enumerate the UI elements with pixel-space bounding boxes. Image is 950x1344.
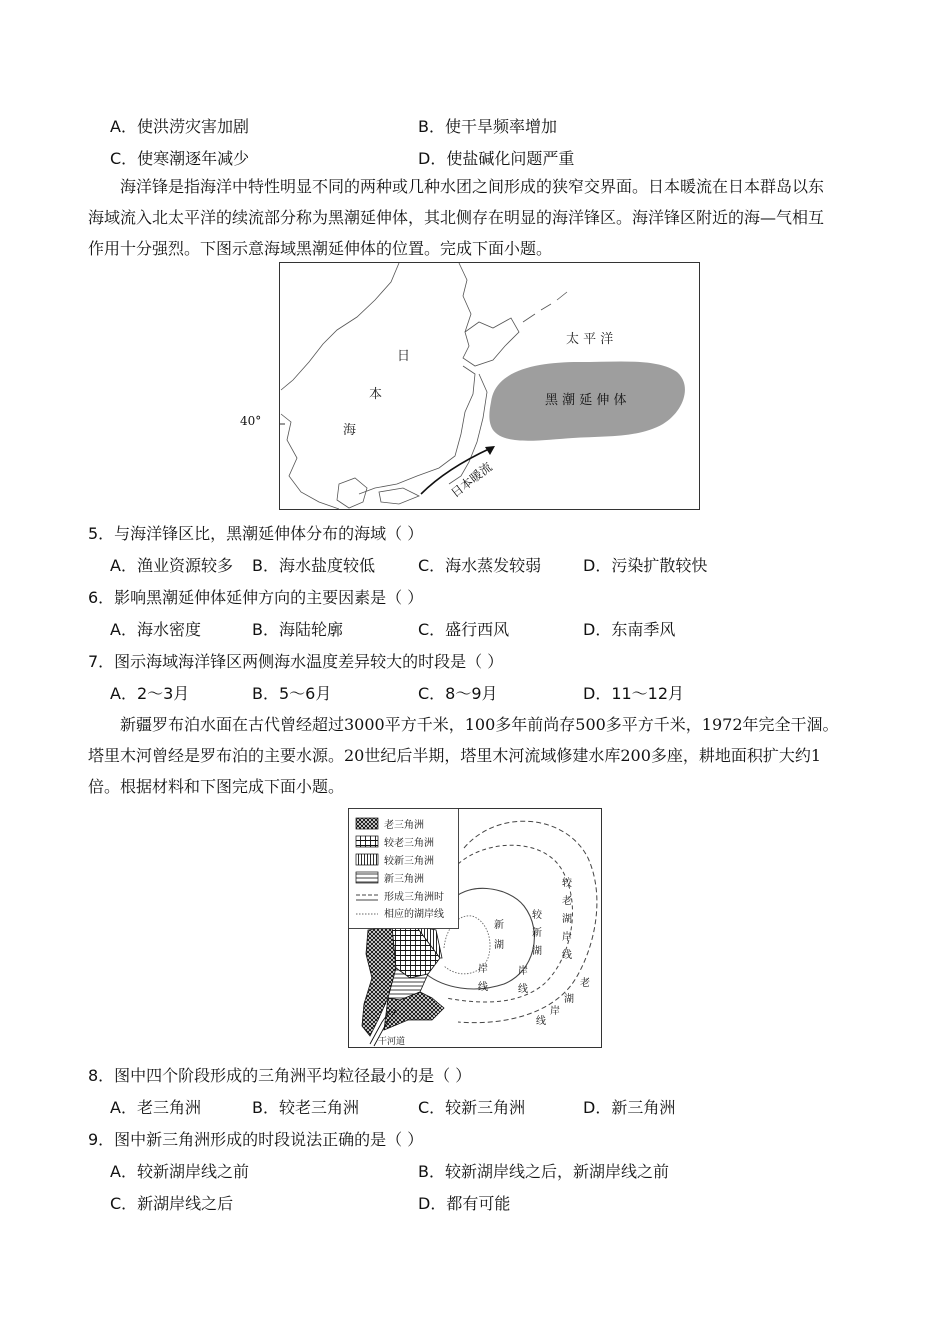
- passage-ocean-front: [88, 171, 858, 264]
- delta-map: [348, 808, 602, 1048]
- passage-line: 海域流入北太平洋的续流部分称为黑潮延伸体，其北侧存在明显的海洋锋区。海洋锋区附近的海—气相互: [88, 208, 825, 227]
- q6-option-c: C．盛行西风: [418, 620, 510, 639]
- old-shore-char: 老: [580, 978, 590, 989]
- passage-line: 海洋锋是指海洋中特性明显不同的两种或几种水团之间形成的狭窄交界面。日本暖流在日本群岛以东: [120, 177, 825, 196]
- q7-option-d: D．11～12月: [583, 684, 685, 703]
- older-shore-char: 岸: [562, 932, 572, 943]
- q9-option-d: D．都有可能: [418, 1194, 511, 1213]
- q5-option-c: C．海水蒸发较弱: [418, 556, 542, 575]
- newer-shore-char: 湖: [532, 946, 542, 957]
- river-label: 干河道: [378, 1037, 406, 1047]
- legend-new: 新三角洲: [384, 874, 424, 885]
- older-shore-char: 老: [562, 896, 572, 907]
- newer-shore-char: 线: [518, 984, 528, 995]
- q5-option-d: D．污染扩散较快: [583, 556, 708, 575]
- legend-swatch-new: [356, 872, 378, 883]
- q6-option-d: D．东南季风: [583, 620, 676, 639]
- new-shore-char: 新: [494, 920, 504, 931]
- ocean-label: 太 平 洋: [566, 332, 614, 347]
- old-shore-char: 湖: [564, 994, 574, 1005]
- legend-newer: 较新三角洲: [384, 856, 434, 867]
- passage-line: 新疆罗布泊水面在古代曾经超过3000平方千米，100多年前尚存500多平方千米，1972年完全干涸。: [120, 715, 839, 734]
- new-shore-char: 湖: [494, 940, 504, 951]
- q7-stem: 7．图示海域海洋锋区两侧海水温度差异较大的时段是（ ）: [88, 652, 504, 671]
- sea-label-3: 海: [343, 423, 357, 438]
- q8-option-b: B．较老三角洲: [252, 1098, 359, 1117]
- q8-option-a: A．老三角洲: [110, 1098, 201, 1117]
- passage-line: 作用十分强烈。下图示意海域黑潮延伸体的位置。完成下面小题。: [88, 239, 553, 258]
- current-label: 日本暖流: [448, 459, 495, 501]
- legend-shoreline-2: 相应的湖岸线: [384, 909, 444, 920]
- newer-shore-char: 新: [532, 928, 542, 939]
- latitude-label: 40°: [240, 414, 262, 428]
- older-shore-char: 线: [562, 950, 572, 961]
- q9-stem: 9．图中新三角洲形成的时段说法正确的是（ ）: [88, 1130, 424, 1149]
- q4-option-c: C．使寒潮逐年减少: [110, 149, 250, 168]
- extension-label: 黑 潮 延 伸 体: [545, 393, 627, 408]
- passage-line: 倍。根据材料和下图完成下面小题。: [88, 777, 345, 796]
- q8-stem: 8．图中四个阶段形成的三角洲平均粒径最小的是（ ）: [88, 1066, 472, 1085]
- passage-line: 塔里木河曾经是罗布泊的主要水源。20世纪后半期，塔里木河流域修建水库200多座，耕地面积扩大约1: [88, 746, 822, 765]
- older-shore-char: 湖: [562, 914, 572, 925]
- q5-option-b: B．海水盐度较低: [252, 556, 375, 575]
- q6-option-b: B．海陆轮廓: [252, 620, 343, 639]
- newer-shore-char: 较: [532, 910, 542, 921]
- q6-option-a: A．海水密度: [110, 620, 201, 639]
- q8-option-d: D．新三角洲: [583, 1098, 676, 1117]
- older-shore-char: 较: [562, 878, 572, 889]
- passage-lop-nur: [88, 709, 858, 802]
- legend-shoreline-1: 形成三角洲时: [384, 892, 444, 903]
- q4-option-b: B．使干旱频率增加: [418, 117, 557, 136]
- old-shore-char: 岸: [550, 1006, 560, 1017]
- old-shore-char: 线: [536, 1016, 546, 1027]
- q7-option-b: B．5～6月: [252, 684, 332, 703]
- q9-option-b: B．较新湖岸线之后，新湖岸线之前: [418, 1162, 669, 1181]
- q5-stem: 5．与海洋锋区比，黑潮延伸体分布的海域（ ）: [88, 524, 424, 543]
- legend-swatch-older: [356, 836, 378, 847]
- newer-shore-char: 岸: [518, 966, 528, 977]
- q7-option-c: C．8～9月: [418, 684, 498, 703]
- legend-old: 老三角洲: [384, 820, 424, 831]
- kuroshio-map: [279, 262, 700, 510]
- sea-label-1: 日: [397, 349, 411, 364]
- q9-option-c: C．新湖岸线之后: [110, 1194, 234, 1213]
- new-shore-char: 线: [478, 982, 488, 993]
- q5-option-a: A．渔业资源较多: [110, 556, 233, 575]
- sea-label-2: 本: [369, 387, 383, 402]
- legend-swatch-old: [356, 818, 378, 829]
- q4-option-a: A．使洪涝灾害加剧: [110, 117, 249, 136]
- q9-option-a: A．较新湖岸线之前: [110, 1162, 249, 1181]
- q7-option-a: A．2～3月: [110, 684, 190, 703]
- legend-older: 较老三角洲: [384, 838, 434, 849]
- new-shore-char: 岸: [478, 964, 488, 975]
- q6-stem: 6．影响黑潮延伸体延伸方向的主要因素是（ ）: [88, 588, 424, 607]
- legend-swatch-newer: [356, 854, 378, 865]
- q4-option-d: D．使盐碱化问题严重: [418, 149, 575, 168]
- q8-option-c: C．较新三角洲: [418, 1098, 526, 1117]
